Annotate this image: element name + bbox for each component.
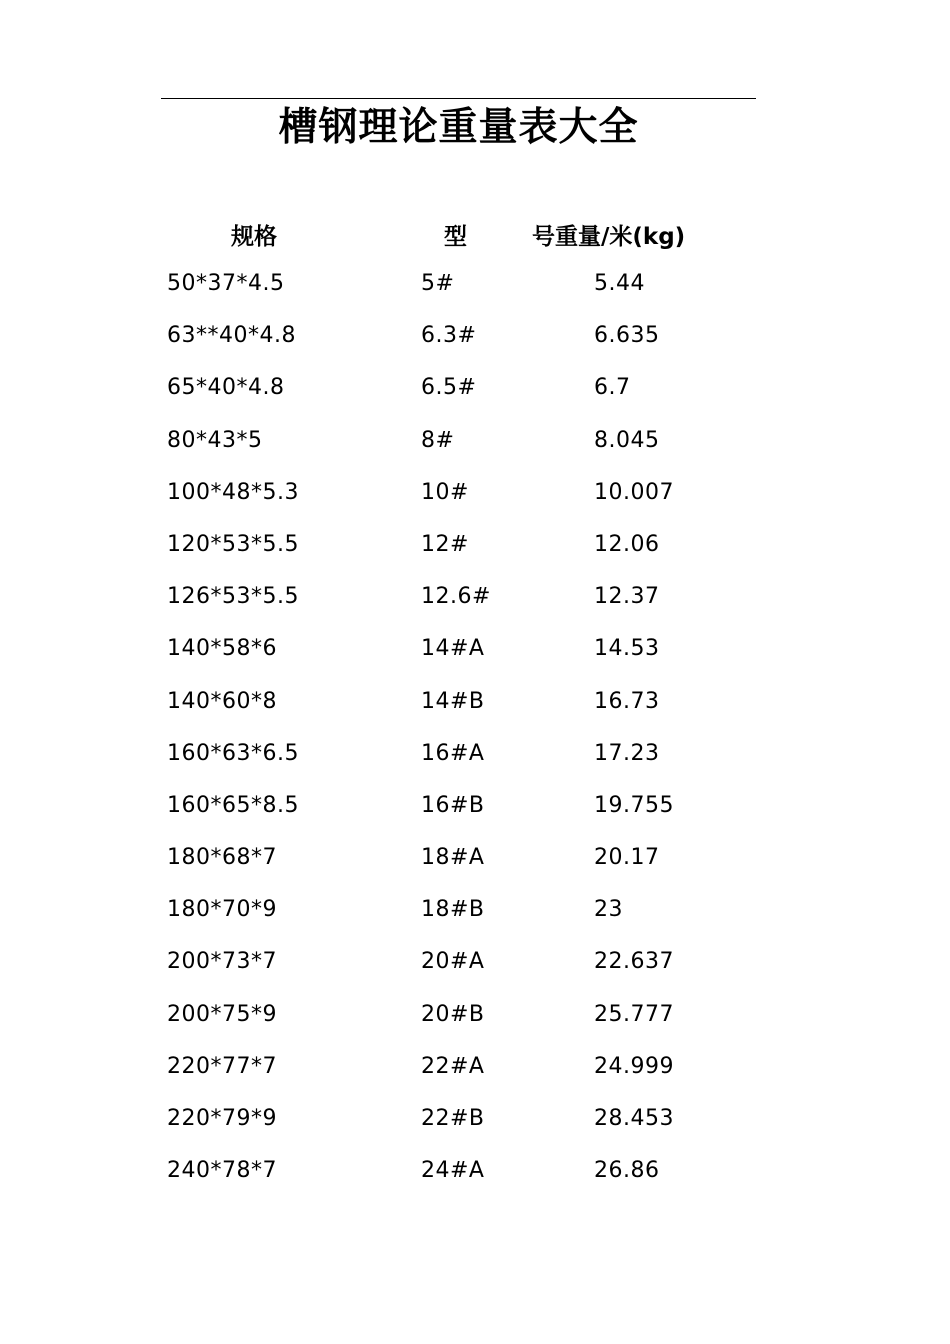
page-title: 槽钢理论重量表大全 (278, 105, 639, 150)
cell-weight: 24.999 (594, 1053, 674, 1079)
table-row (0, 728, 950, 780)
cell-spec: 140*58*6 (167, 636, 277, 662)
cell-weight: 26.86 (594, 1158, 660, 1184)
cell-spec: 80*43*5 (167, 427, 263, 453)
cell-weight: 8.045 (594, 427, 660, 453)
header-model: 型 (444, 224, 467, 250)
cell-weight: 6.635 (594, 323, 660, 349)
table-row (0, 832, 950, 884)
header-spec: 规格 (231, 224, 277, 250)
cell-spec: 220*77*7 (167, 1053, 277, 1079)
table-row (0, 362, 950, 414)
cell-spec: 50*37*4.5 (167, 271, 285, 296)
table-row (0, 415, 950, 467)
cell-weight: 6.7 (594, 375, 631, 401)
table-row (0, 1145, 950, 1197)
cell-weight: 28.453 (594, 1106, 674, 1131)
cell-model: 8# (421, 427, 455, 453)
cell-weight: 16.73 (594, 688, 660, 714)
cell-weight: 10.007 (594, 479, 674, 505)
cell-model: 22#A (421, 1053, 485, 1079)
table-row (0, 467, 950, 519)
header-weight: 号重量/米(kg) (532, 224, 686, 250)
header-divider (161, 98, 756, 99)
cell-model: 16#B (421, 792, 485, 818)
table-row (0, 1093, 950, 1145)
cell-spec: 180*70*9 (167, 897, 277, 923)
cell-spec: 120*53*5.5 (167, 531, 299, 557)
table-row (0, 623, 950, 675)
cell-weight: 17.23 (594, 740, 660, 766)
cell-model: 14#A (421, 636, 485, 662)
cell-weight: 12.06 (594, 531, 660, 557)
table-row (0, 258, 950, 310)
cell-spec: 160*65*8.5 (167, 792, 299, 818)
cell-model: 20#A (421, 949, 485, 975)
table-row (0, 310, 950, 362)
table-row (0, 780, 950, 832)
cell-model: 5# (421, 271, 455, 296)
table-row (0, 571, 950, 623)
cell-spec: 180*68*7 (167, 845, 277, 871)
cell-weight: 22.637 (594, 949, 674, 975)
cell-spec: 220*79*9 (167, 1106, 277, 1131)
cell-spec: 200*75*9 (167, 1001, 277, 1027)
table-row (0, 519, 950, 571)
cell-spec: 63**40*4.8 (167, 323, 296, 349)
table-row (0, 1041, 950, 1093)
cell-model: 6.5# (421, 375, 477, 401)
table-row (0, 676, 950, 728)
table-header (0, 220, 950, 254)
cell-weight: 19.755 (594, 792, 674, 818)
cell-weight: 12.37 (594, 584, 660, 610)
cell-model: 24#A (421, 1158, 485, 1184)
cell-spec: 100*48*5.3 (167, 479, 299, 505)
cell-model: 22#B (421, 1106, 485, 1131)
table-row (0, 884, 950, 936)
cell-spec: 65*40*4.8 (167, 375, 285, 401)
table-row (0, 989, 950, 1041)
cell-weight: 23 (594, 897, 623, 923)
cell-weight: 20.17 (594, 845, 660, 871)
cell-spec: 240*78*7 (167, 1158, 277, 1184)
cell-model: 12.6# (421, 584, 491, 610)
cell-spec: 200*73*7 (167, 949, 277, 975)
cell-model: 10# (421, 479, 469, 505)
cell-model: 18#A (421, 845, 485, 871)
cell-model: 12# (421, 531, 469, 557)
cell-spec: 160*63*6.5 (167, 740, 299, 766)
cell-model: 14#B (421, 688, 485, 714)
cell-model: 16#A (421, 740, 485, 766)
cell-model: 18#B (421, 897, 485, 923)
cell-weight: 25.777 (594, 1001, 674, 1027)
table-row (0, 936, 950, 988)
weight-table (0, 258, 950, 1197)
cell-model: 6.3# (421, 323, 477, 349)
cell-weight: 5.44 (594, 271, 645, 296)
cell-model: 20#B (421, 1001, 485, 1027)
cell-spec: 126*53*5.5 (167, 584, 299, 610)
cell-spec: 140*60*8 (167, 688, 277, 714)
cell-weight: 14.53 (594, 636, 660, 662)
